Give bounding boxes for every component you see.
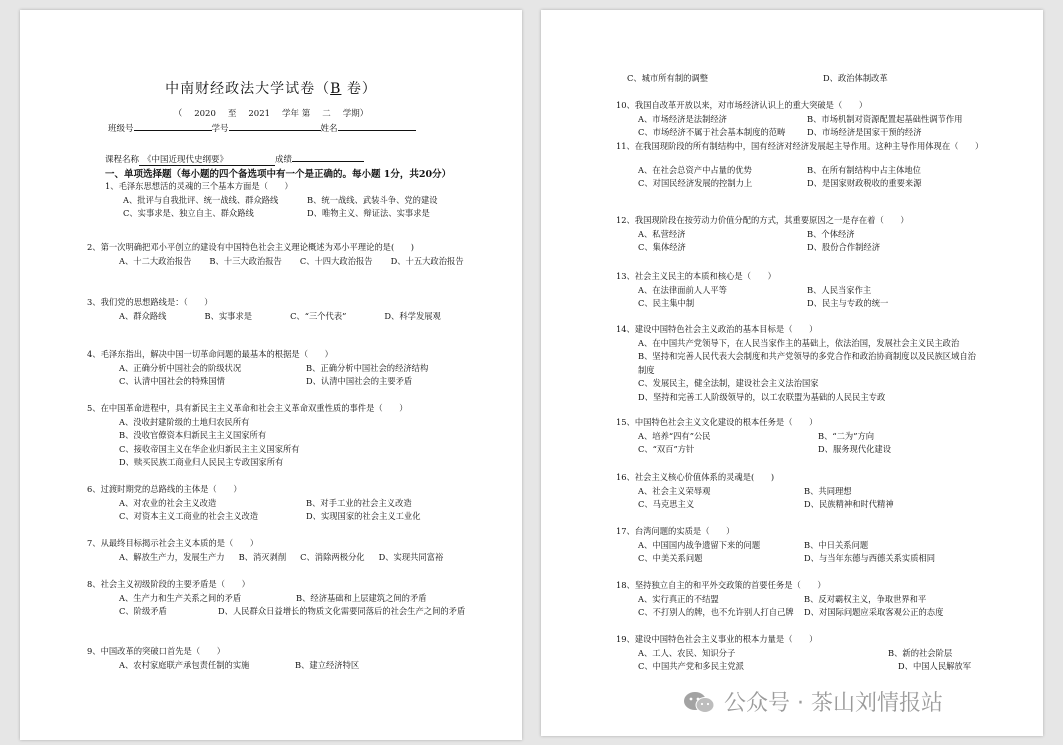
question-8: 8、社会主义初级阶段的主要矛盾是（ ） A、生产力和生产关系之间的矛盾 B、经济基础和上层建筑之间的矛盾 C、阶级矛盾 D、人民群众日益增长的物质文化需要同落后的社会生产之间的矛盾: [87, 579, 466, 616]
section-heading: 一、单项选择题（每小题的四个备选项中有一个是正确的。每小题 1分，共20分）: [105, 169, 452, 180]
question-17: 17、台湾问题的实质是（ ） A、中国国内战争遗留下来的问题 B、中日关系问题 C、中美关系问题 D、与当年东德与西德关系实质相同: [616, 526, 936, 563]
question-2: 2、第一次明确把邓小平创立的建设有中国特色社会主义理论概述为邓小平理论的是( ) A、十二大政治报告 B、十三大政治报告 C、十四大政治报告 D、十五大政治报告: [87, 242, 464, 266]
question-5: 5、在中国革命进程中，具有新民主主义革命和社会主义革命双重性质的事件是（ ） A、没收封建阶级的土地归农民所有 B、没收官僚资本归新民主主义国家所有 C、接收帝国主义在华企业归新民主主义国家所有 D、赎买民族工商业归人民民主专政国家所有: [87, 403, 408, 467]
exam-page-right: [541, 10, 1043, 736]
exam-page-left: [20, 10, 522, 740]
watermark: [682, 686, 943, 717]
question-16: 16、社会主义核心价值体系的灵魂是( ) A、社会主义荣辱观 B、共同理想 C、马克思主义 D、民族精神和时代精神: [616, 472, 894, 509]
question-6: 6、过渡时期党的总路线的主体是（ ） A、对农业的社会主义改造 B、对手工业的社会主义改造 C、对资本主义工商业的社会主义改造 D、实现国家的社会主义工业化: [87, 484, 421, 521]
watermark-text: 公众号 · 茶山刘情报站: [724, 691, 943, 716]
class-number-blank[interactable]: [134, 121, 212, 131]
question-3: 3、我们党的思想路线是：（ ） A、群众路线 B、实事求是 C、“三个代表” D、科学发展观: [87, 297, 441, 321]
student-info-line: 班级号 学号 姓名: [108, 121, 416, 134]
question-12: 12、我国现阶段在按劳动力价值分配的方式，其重要原因之一是存在着（ ） A、私营经济 B、个体经济 C、集体经济 D、股份合作制经济: [616, 215, 909, 252]
exam-title: 中南财经政法大学试卷（B 卷）: [165, 81, 377, 97]
question-10: 10、我国自改革开放以来，对市场经济认识上的重大突破是（ ） A、市场经济是法制经济 B、市场机制对资源配置起基础性调节作用 C、市场经济不属于社会基本制度的范畴 D、市场经济是国家干预的经济: [616, 100, 963, 137]
student-id-blank[interactable]: [229, 121, 321, 131]
question-1: 1、毛泽东思想活的灵魂的三个基本方面是（ ） A、批评与自我批评、统一战线、群众路线 B、统一战线、武装斗争、党的建设 C、实事求是、独立自主、群众路线 D、唯物主义、辩证法、实事求是: [105, 181, 438, 218]
question-19: 19、建设中国特色社会主义事业的根本力量是（ ） A、工人、农民、知识分子 B、新的社会阶层 C、中国共产党和多民主党派 D、中国人民解放军: [616, 634, 972, 671]
question-11: 11、在我国现阶段的所有制结构中，国有经济对经济发展起主导作用。这种主导作用体现在（ ） A、在社会总资产中占量的优势 B、在所有制结构中占主体地位 C、对国民经济发展的控制力上 D、是国家财政税收的重要来源: [616, 141, 984, 188]
question-13: 13、社会主义民主的本质和核心是（ ） A、在法律面前人人平等 B、人民当家作主 C、民主集中制 D、民主与专政的统一: [616, 271, 889, 308]
question-4: 4、毛泽东指出，解决中国一切革命问题的最基本的根据是（ ） A、正确分析中国社会的阶级状况 B、正确分析中国社会的经济结构 C、认清中国社会的特殊国情 D、认清中国社会的主要矛盾: [87, 349, 429, 386]
course-info-line: 课程名称 《中国近现代史纲要》 成绩: [105, 152, 364, 166]
wechat-icon: [682, 690, 716, 714]
question-9: 9、中国改革的突破口首先是（ ） A、农村家庭联产承包责任制的实施 B、建立经济特区: [87, 646, 360, 670]
question-18: 18、坚持独立自主的和平外交政策的首要任务是（ ） A、实行真正的不结盟 B、反对霸权主义，争取世界和平 C、不打别人的牌，也不允许别人打自己牌 D、对国际问题应采取客观公正的态度: [616, 580, 944, 617]
score-blank[interactable]: [292, 152, 364, 162]
question-9-continued: C、城市所有制的调整 D、政治体制改革: [627, 73, 888, 83]
academic-year-line: （ 2020 至 2021 学年 第 二 学期）: [173, 109, 369, 119]
course-name: 《中国近现代史纲要》: [139, 153, 275, 166]
name-blank[interactable]: [338, 121, 416, 131]
question-15: 15、中国特色社会主义文化建设的根本任务是（ ） A、培养“四有”公民 B、“二为”方向 C、“双百”方针 D、服务现代化建设: [616, 417, 892, 454]
question-14: 14、建设中国特色社会主义政治的基本目标是（ ） A、在中国共产党领导下，在人民当家作主的基础上，依法治国，发展社会主义民主政治 B、坚持和完善人民代表大会制度和共产党领导的多党合作和政治协商制度以及民族区域自治制度 C、发展民主，健全法制，建设社会主义法治国家 D、坚持和完善工人阶级领导的，以工农联盟为基础的人民民主专政: [616, 324, 976, 402]
question-7: 7、从最终目标揭示社会主义本质的是（ ） A、解放生产力，发展生产力 B、消灭剥削 C、消除两极分化 D、实现共同富裕: [87, 538, 444, 562]
